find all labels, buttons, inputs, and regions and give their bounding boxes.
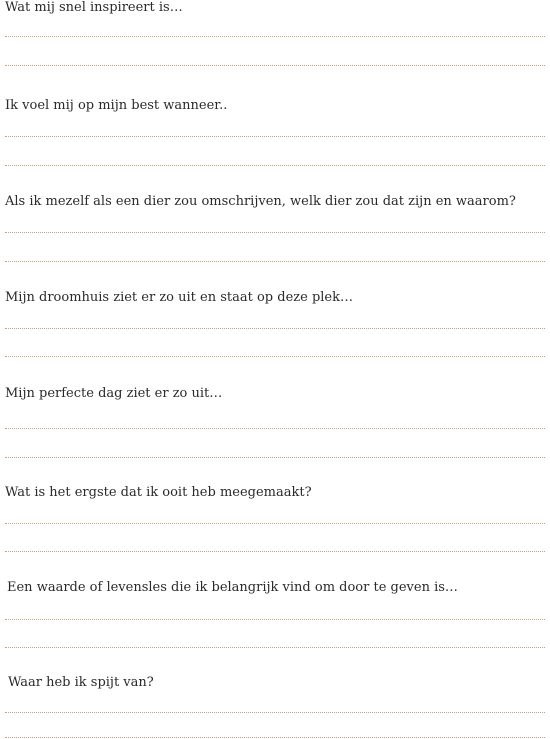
answer-line[interactable] [5,737,545,738]
answer-line[interactable] [5,136,545,137]
answer-line[interactable] [5,551,545,552]
prompt-animal: Als ik mezelf als een dier zou omschrijven, welk dier zou dat zijn en waarom? [5,194,516,209]
answer-line[interactable] [5,619,545,620]
prompt-perfect-day: Mijn perfecte dag ziet er zo uit… [5,386,223,401]
answer-line[interactable] [5,232,545,233]
prompt-feel-best: Ik voel mij op mijn best wanneer.. [5,98,228,113]
answer-line[interactable] [5,356,545,357]
prompt-regret: Waar heb ik spijt van? [8,675,154,690]
answer-line[interactable] [5,261,545,262]
answer-line[interactable] [5,457,545,458]
answer-line[interactable] [5,36,545,37]
prompt-dream-house: Mijn droomhuis ziet er zo uit en staat op deze plek… [5,290,353,305]
answer-line[interactable] [5,165,545,166]
prompt-worst-experience: Wat is het ergste dat ik ooit heb meegemaakt? [5,485,312,500]
answer-line[interactable] [5,428,545,429]
answer-line[interactable] [5,65,545,66]
answer-line[interactable] [5,523,545,524]
answer-line[interactable] [5,647,545,648]
prompt-life-lesson: Een waarde of levensles die ik belangrijk vind om door te geven is… [7,580,458,595]
prompt-inspiration: Wat mij snel inspireert is… [5,0,183,15]
answer-line[interactable] [5,328,545,329]
answer-line[interactable] [5,712,545,713]
